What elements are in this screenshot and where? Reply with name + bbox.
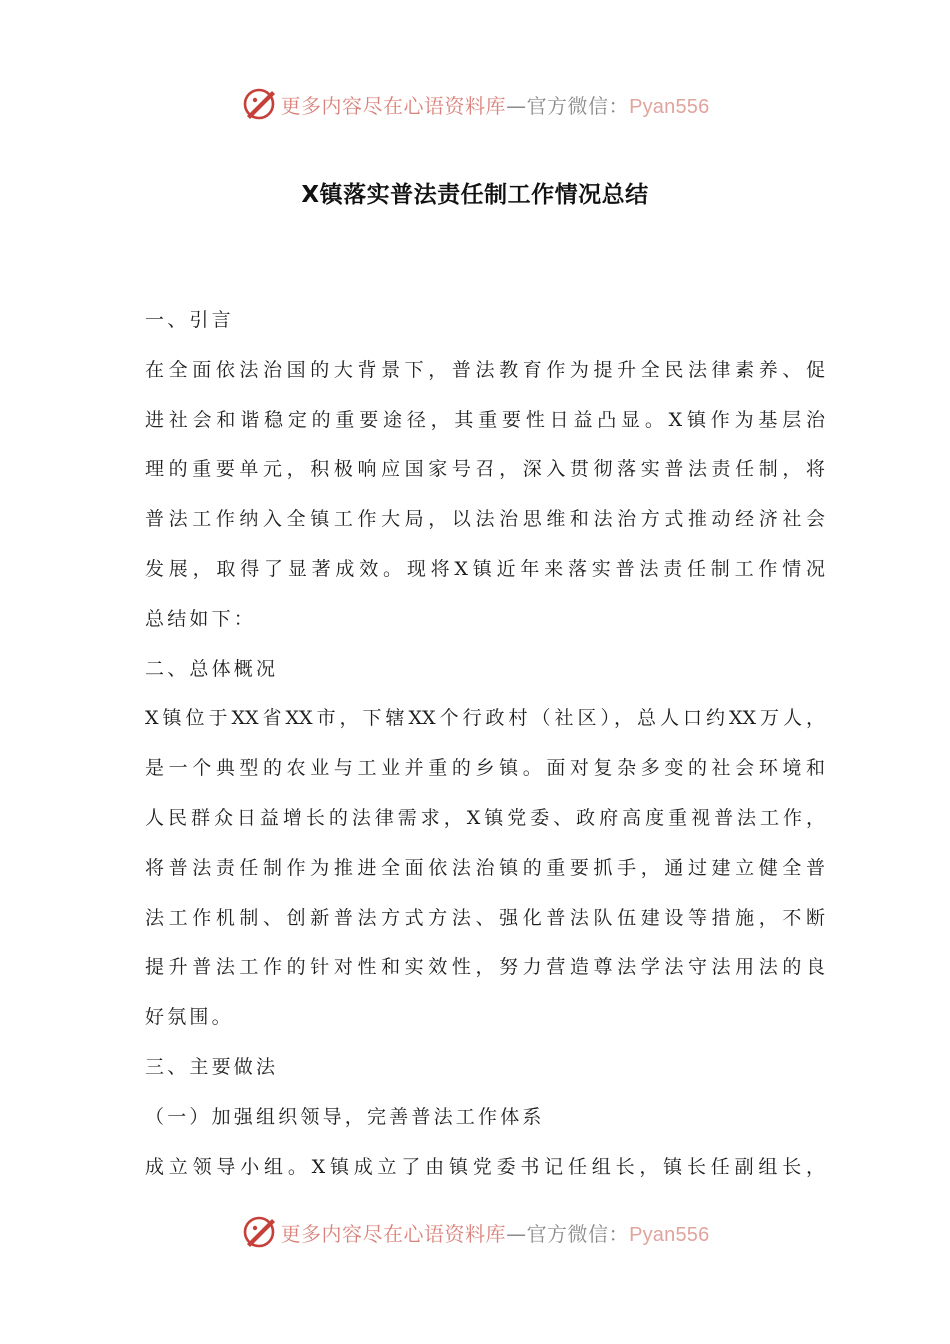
body-line: 好氛围。 [145,1006,234,1029]
watermark-dash: — [506,93,527,118]
body-line: 总结如下： [145,607,257,630]
body-line: 人民群众日益增长的法律需求，X镇党委、政府高度重视普法工作， [145,806,825,829]
watermark-promo-text: 更多内容尽在心语资料库 [280,93,507,118]
subsection-heading: （一）加强组织领导，完善普法工作体系 [145,1105,545,1128]
body-line: X镇位于XX省XX市，下辖XX个行政村（社区），总人口约XX万人， [145,707,825,730]
watermark-wechat-label: 官方微信： [526,93,630,118]
watermark-dash: — [506,1221,527,1246]
section-heading: 三、主要做法 [145,1055,279,1078]
watermark-text [281,1218,710,1247]
watermark-promo-text: 更多内容尽在心语资料库 [280,1221,507,1246]
body-line: 普法工作纳入全镇工作大局，以法治思维和法治方式推动经济社会 [145,508,825,531]
header-watermark-banner [0,82,950,126]
body-line: 是一个典型的农业与工业并重的乡镇。面对复杂多变的社会环境和 [145,757,825,780]
watermark-wechat-label: 官方微信： [526,1221,630,1246]
watermark-wechat-id: Pyan556 [629,95,710,118]
body-line: 在全面依法治国的大背景下，普法教育作为提升全民法律素养、促 [145,358,825,381]
pen-circle-logo-icon [241,86,277,122]
body-line: 成立领导小组。X镇成立了由镇党委书记任组长，镇长任副组长， [145,1155,825,1178]
body-line: 法工作机制、创新普法方式方法、强化普法队伍建设等措施，不断 [145,906,825,929]
body-line: 将普法责任制作为推进全面依法治镇的重要抓手，通过建立健全普 [145,856,825,879]
document-title: X镇落实普法责任制工作情况总结 [301,182,649,208]
body-line: 理的重要单元，积极响应国家号召，深入贯彻落实普法责任制，将 [145,458,825,481]
footer-watermark-banner [0,1210,950,1254]
watermark-wechat-id: Pyan556 [629,1223,710,1246]
body-line: 提升普法工作的针对性和实效性，努力营造尊法学法守法用法的良 [145,956,825,979]
section-heading: 二、总体概况 [145,657,279,680]
document-body [145,296,825,1192]
watermark-text [281,90,710,119]
pen-circle-logo-icon [241,1214,277,1250]
body-line: 进社会和谐稳定的重要途径，其重要性日益凸显。X镇作为基层治 [145,408,825,431]
section-heading: 一、引言 [145,309,234,331]
body-line: 发展，取得了显著成效。现将X镇近年来落实普法责任制工作情况 [145,557,825,580]
